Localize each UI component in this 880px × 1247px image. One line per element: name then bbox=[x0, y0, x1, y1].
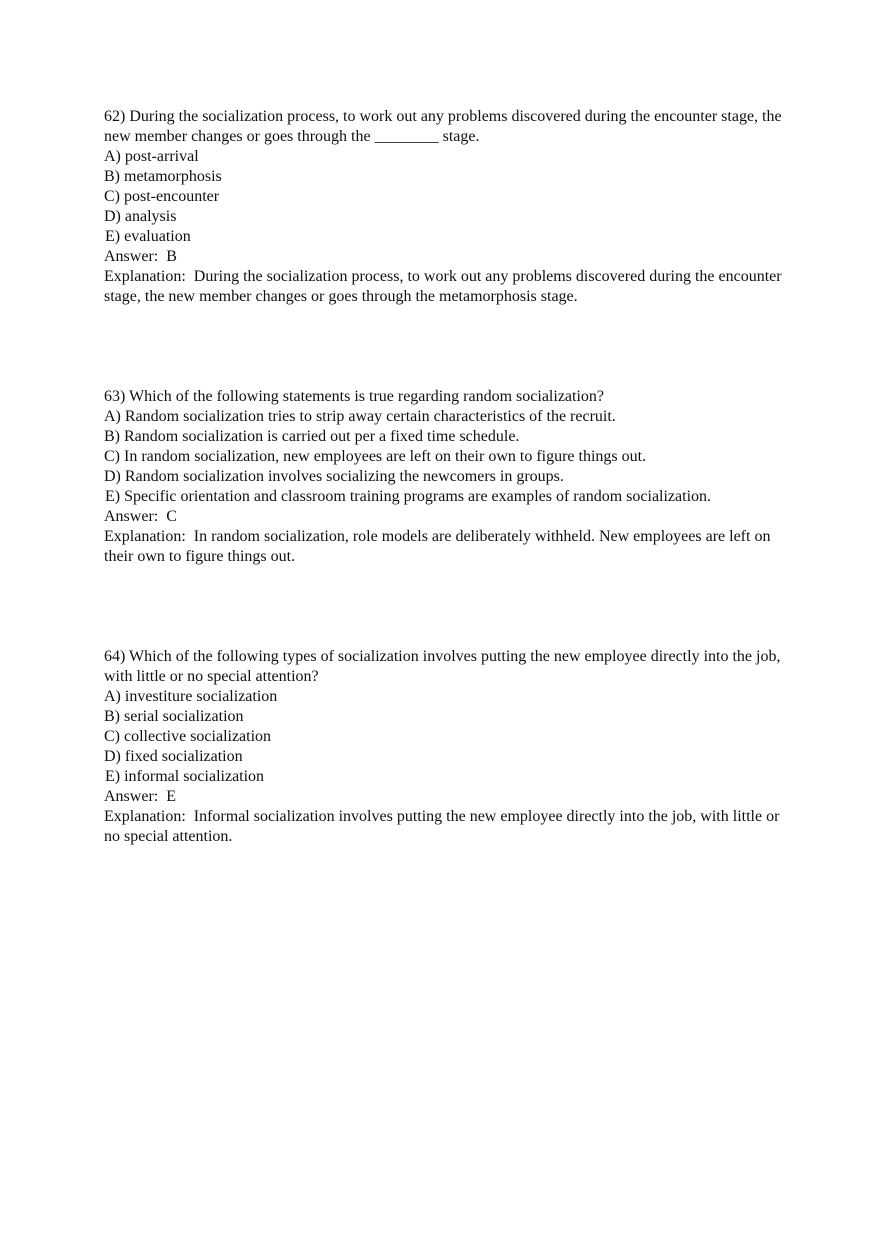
question-text: Which of the following statements is true regarding random socialization? bbox=[129, 388, 605, 405]
question-stem bbox=[104, 107, 784, 147]
option-list bbox=[104, 687, 784, 787]
explanation-text: During the socialization process, to work out any problems discovered during the encounter stage, the new member changes or goes through the metamorphosis stage. bbox=[104, 268, 782, 305]
question-number: 63) bbox=[104, 388, 126, 405]
explanation-label: Explanation: bbox=[104, 808, 186, 825]
question-text: During the socialization process, to work out any problems discovered during the encounter stage, the new member changes or goes through the ________ stage. bbox=[104, 108, 782, 145]
option-b: B) metamorphosis bbox=[104, 168, 222, 185]
question-stem bbox=[104, 647, 784, 687]
option-list bbox=[104, 407, 784, 507]
answer-value: B bbox=[166, 248, 177, 265]
option-a: A) Random socialization tries to strip away certain characteristics of the recruit. bbox=[104, 408, 616, 425]
option-d: D) fixed socialization bbox=[104, 748, 243, 765]
explanation-label: Explanation: bbox=[104, 528, 186, 545]
question-64 bbox=[104, 647, 784, 847]
explanation-text: Informal socialization involves putting the new employee directly into the job, with little or no special attention. bbox=[104, 808, 780, 845]
explanation-label: Explanation: bbox=[104, 268, 186, 285]
option-a: A) investiture socialization bbox=[104, 688, 278, 705]
answer-value: E bbox=[166, 788, 176, 805]
option-list bbox=[104, 147, 784, 247]
explanation-text: In random socialization, role models are deliberately withheld. New employees are left on their own to figure things out. bbox=[104, 528, 771, 565]
option-b: B) serial socialization bbox=[104, 708, 244, 725]
option-e: E) evaluation bbox=[105, 228, 191, 245]
option-a: A) post-arrival bbox=[104, 148, 199, 165]
answer-label: Answer: bbox=[104, 248, 159, 265]
question-number: 64) bbox=[104, 648, 126, 665]
answer-row bbox=[104, 787, 784, 807]
answer-value: C bbox=[166, 508, 177, 525]
explanation-row bbox=[104, 807, 784, 847]
option-e: E) Specific orientation and classroom training programs are examples of random socialization. bbox=[105, 488, 712, 505]
document-page bbox=[104, 107, 784, 847]
answer-row bbox=[104, 247, 784, 267]
option-c: C) collective socialization bbox=[104, 728, 272, 745]
answer-label: Answer: bbox=[104, 788, 159, 805]
option-c: C) post-encounter bbox=[104, 188, 220, 205]
option-c: C) In random socialization, new employees are left on their own to figure things out. bbox=[104, 448, 647, 465]
explanation-row bbox=[104, 267, 784, 307]
answer-label: Answer: bbox=[104, 508, 159, 525]
explanation-row bbox=[104, 527, 784, 567]
option-d: D) analysis bbox=[104, 208, 177, 225]
question-text: Which of the following types of socialization involves putting the new employee directly into the job, with little or no special attention? bbox=[104, 648, 781, 685]
question-63 bbox=[104, 387, 784, 567]
option-d: D) Random socialization involves socializing the newcomers in groups. bbox=[104, 468, 564, 485]
answer-row bbox=[104, 507, 784, 527]
option-b: B) Random socialization is carried out per a fixed time schedule. bbox=[104, 428, 520, 445]
option-e: E) informal socialization bbox=[105, 768, 265, 785]
question-62 bbox=[104, 107, 784, 307]
question-stem bbox=[104, 387, 784, 407]
question-number: 62) bbox=[104, 108, 126, 125]
